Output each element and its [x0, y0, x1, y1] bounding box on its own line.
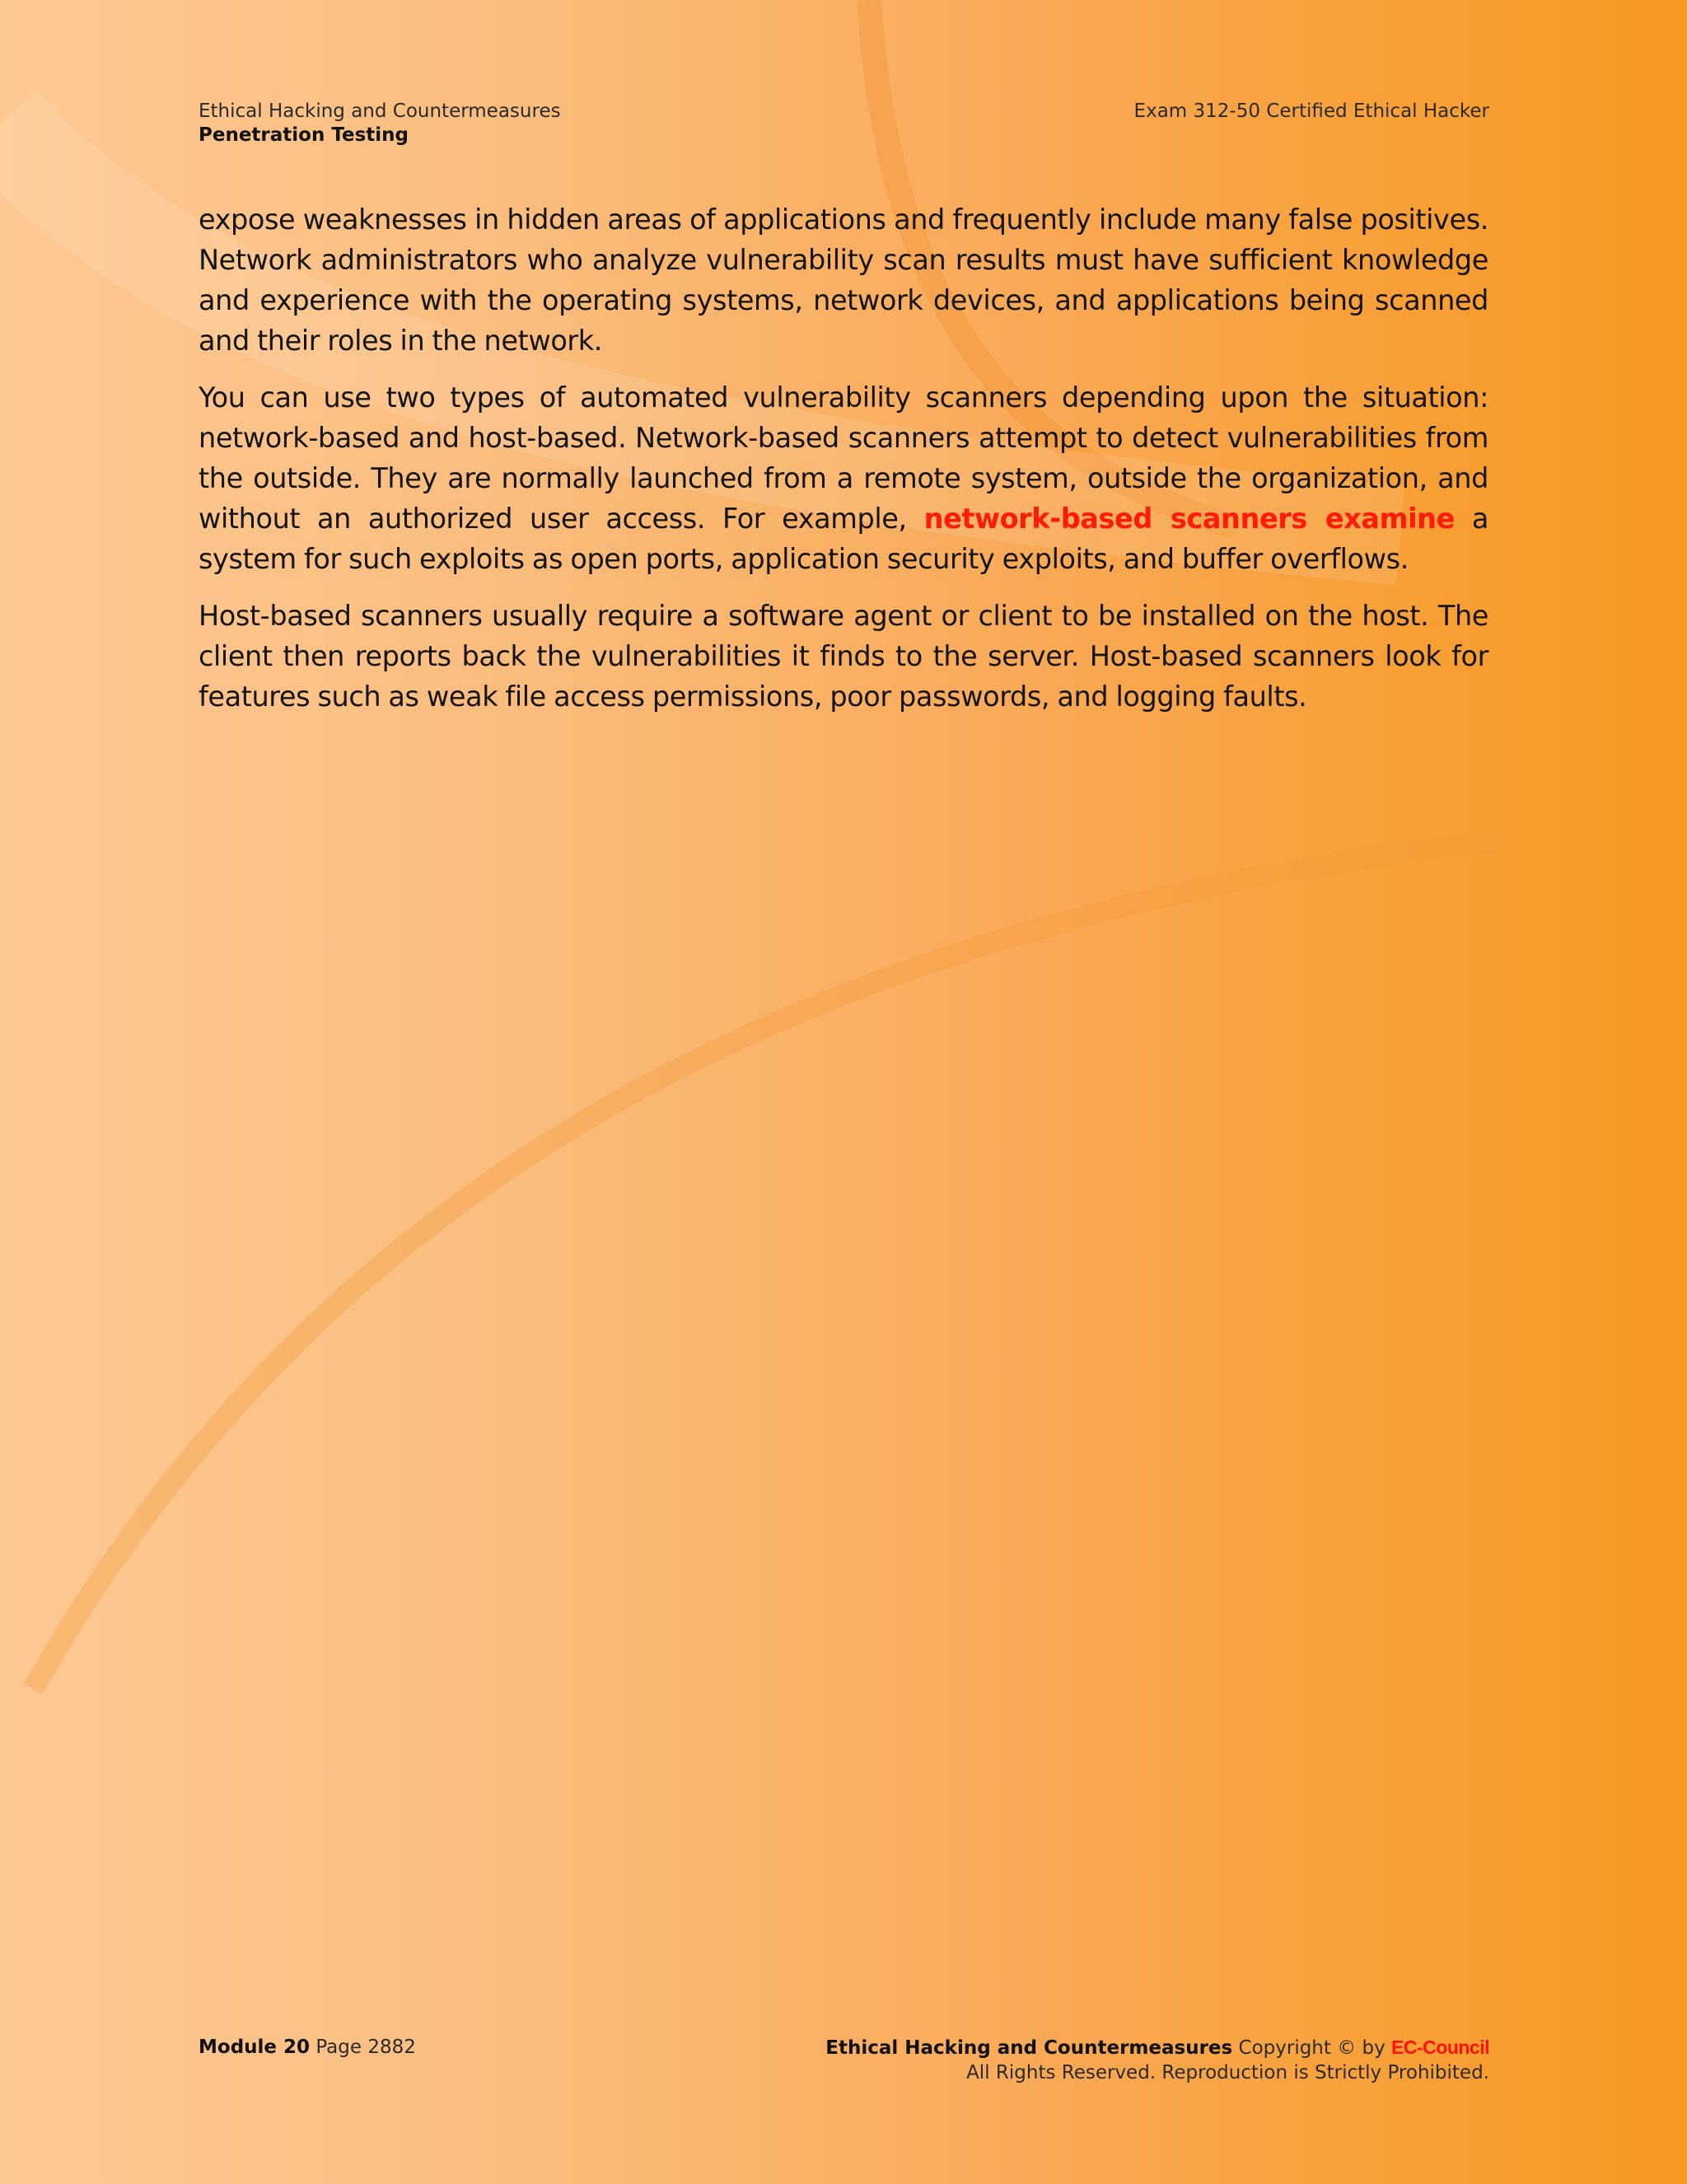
ec-council-logo-text: EC-Council — [1391, 2037, 1489, 2058]
paragraph-1: expose weaknesses in hidden areas of applications and frequently include many false positives. Network administrators who analyze vulnerability scan results must have sufficient knowledge and experience with the operating systems, network devices, and applications being scanned and their roles in the network. — [199, 203, 1488, 357]
paragraph-3: Host-based scanners usually require a software agent or client to be installed on the host. The client then reports back the vulnerabilities it finds to the server. Host-based scanners look for features such as weak file access permissions, poor passwords, and logging faults. — [199, 600, 1488, 713]
page-footer-right — [825, 2035, 1489, 2085]
module-title: Penetration Testing — [199, 124, 409, 146]
page-footer-left — [199, 2035, 416, 2060]
page-number: Page 2882 — [315, 2037, 416, 2058]
document-body — [199, 199, 1488, 733]
course-title: Ethical Hacking and Countermeasures — [199, 101, 561, 122]
paragraph-2-text-after: a system for such exploits as open ports, application security exploits, and buffer overflows. — [199, 503, 1488, 575]
rights-notice: All Rights Reserved. Reproduction is Strictly Prohibited. — [966, 2062, 1489, 2083]
highlighted-phrase: network-based scanners examine — [923, 503, 1455, 535]
copyright-line — [825, 2035, 1489, 2060]
paragraph-2 — [199, 377, 1488, 579]
exam-title: Exam 312-50 Certified Ethical Hacker — [1133, 101, 1489, 122]
page-header-left — [199, 100, 561, 147]
copyright-course-title: Ethical Hacking and Countermeasures — [825, 2037, 1233, 2059]
paragraph-2-text-before: You can use two types of automated vulnerability scanners depending upon the situation: network-based and host-based. Network-based scanners attempt to detect vulnerabilities from the outside. They are normally launched from a remote system, outside the organization, and without an authorized user access. For example, — [199, 381, 1488, 535]
module-label: Module 20 — [199, 2037, 311, 2058]
copyright-text: Copyright © by — [1238, 2037, 1386, 2059]
